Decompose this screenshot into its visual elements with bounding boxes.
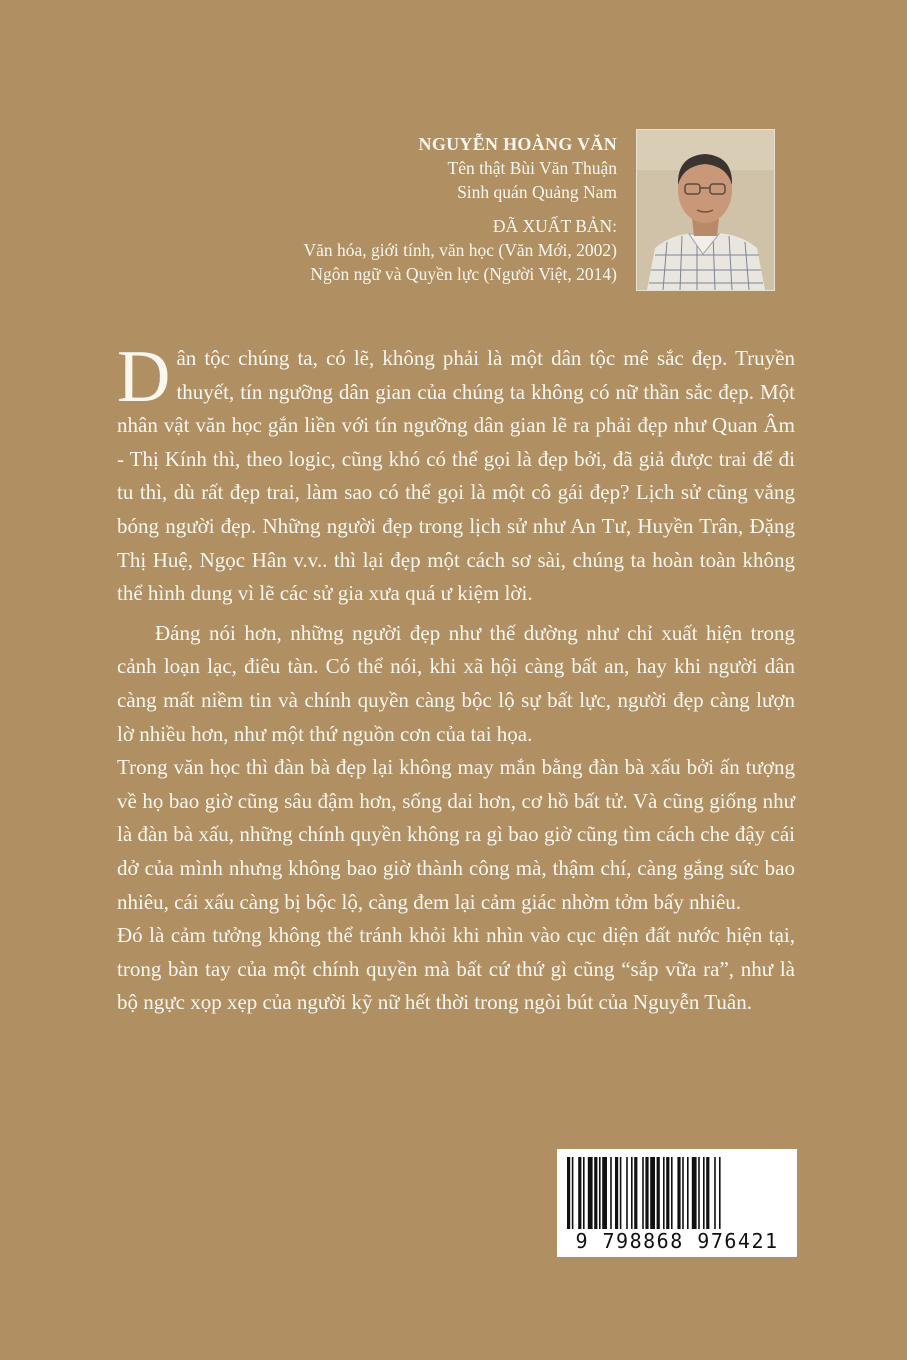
barcode-bar xyxy=(599,1157,601,1229)
author-real-name: Tên thật Bùi Văn Thuận xyxy=(447,158,617,178)
barcode-bar xyxy=(657,1157,660,1229)
barcode-bar xyxy=(602,1157,607,1229)
barcode-bar xyxy=(677,1157,680,1229)
paragraph-2: Đáng nói hơn, những người đẹp như thế dường như chỉ xuất hiện trong cảnh loạn lạc, điêu tàn. Có thể nói, khi xã hội càng bất an, hay khi người dân càng mất niềm tin và chính quyền càng bộc lộ sự bất lực, người đẹp càng lượn lờ nhiều hơn, như một thứ nguồn cơn của tai họa. xyxy=(117,620,795,746)
barcode-bar xyxy=(663,1157,665,1229)
paragraph-4: Đó là cảm tưởng không thể tránh khỏi khi nhìn vào cục diện đất nước hiện tại, trong bàn tay của một chính quyền mà bất cứ thứ gì cũng “sắp vữa ra”, như là bộ ngực xọp xẹp của người kỹ nữ hết thời trong ngòi bút của Nguyễn Tuân. xyxy=(117,923,795,1015)
barcode-bar xyxy=(714,1157,716,1229)
paragraph-3: Trong văn học thì đàn bà đẹp lại không may mắn bằng đàn bà xấu bởi ấn tượng về họ bao giờ cũng sâu đậm hơn, sống dai hơn, cơ hồ bất tử. Và cũng giống như là đàn bà xấu, những chính quyền không ra gì bao giờ cũng tìm cách che đậy cái dở của mình nhưng không bao giờ thành công mà, thậm chí, càng gắng sức bao nhiêu, cái xấu càng bị bộc lộ, càng đem lại cảm giác nhờm tởm bấy nhiêu. xyxy=(117,755,795,914)
barcode-bar xyxy=(671,1157,673,1229)
barcode-bar xyxy=(719,1157,721,1229)
isbn-digits: 9 798868 976421 xyxy=(575,1229,779,1253)
barcode-bar xyxy=(634,1157,637,1229)
barcode-bar xyxy=(682,1157,684,1229)
barcode-bar xyxy=(703,1157,705,1229)
barcode-bar xyxy=(706,1157,709,1229)
publication-item: Văn hóa, giới tính, văn học (Văn Mới, 2002) xyxy=(303,240,617,260)
isbn-barcode xyxy=(557,1149,797,1257)
barcode-bars xyxy=(557,1149,797,1231)
author-birthplace: Sinh quán Quảng Nam xyxy=(457,182,617,202)
published-heading: ĐÃ XUẤT BẢN: xyxy=(492,216,617,236)
barcode-bar xyxy=(642,1157,644,1229)
barcode-bar xyxy=(626,1157,628,1229)
barcode-bar xyxy=(698,1157,700,1229)
barcode-bar xyxy=(645,1157,648,1229)
barcode-bar xyxy=(572,1157,574,1229)
book-description xyxy=(117,336,795,1020)
author-info xyxy=(197,132,617,286)
barcode-bar xyxy=(620,1157,622,1229)
barcode-bar xyxy=(650,1157,655,1229)
barcode-bar xyxy=(578,1157,581,1229)
barcode-bar xyxy=(583,1157,585,1229)
barcode-bar xyxy=(610,1157,612,1229)
barcode-bar xyxy=(615,1157,618,1229)
barcode-bar xyxy=(594,1157,597,1229)
paragraph-1-text: ân tộc chúng ta, có lẽ, không phải là một dân tộc mê sắc đẹp. Truyền thuyết, tín ngưỡng dân gian của chúng ta không có nữ thần sắc đẹp. Một nhân vật văn học gắn liền với tín ngưỡng dân gian lẽ ra phải đẹp như Quan Âm - Thị Kính thì, theo logic, cũng khó có thể gọi là đẹp bởi, đã giả được trai để đi tu thì, dù rất đẹp trai, làm sao có thể gọi là một cô gái đẹp? Lịch sử cũng vắng bóng người đẹp. Những người đẹp trong lịch sử như An Tư, Huyền Trân, Đặng Thị Huệ, Ngọc Hân v.v.. thì lại đẹp một cách sơ sài, chúng ta hoàn toàn không thể hình dung vì lẽ các sử gia xưa quá ư kiệm lời. xyxy=(117,346,795,606)
author-photo xyxy=(636,129,775,291)
paragraph-1 xyxy=(117,336,795,611)
barcode-bar xyxy=(687,1157,689,1229)
barcode-bar xyxy=(692,1157,697,1229)
barcode-bar xyxy=(567,1157,570,1229)
barcode-bar xyxy=(666,1157,669,1229)
publication-item: Ngôn ngữ và Quyền lực (Người Việt, 2014) xyxy=(310,264,617,284)
barcode-bar xyxy=(588,1157,593,1229)
drop-cap: D xyxy=(117,336,171,418)
barcode-bar xyxy=(631,1157,633,1229)
author-name: NGUYỄN HOÀNG VĂN xyxy=(418,134,617,154)
